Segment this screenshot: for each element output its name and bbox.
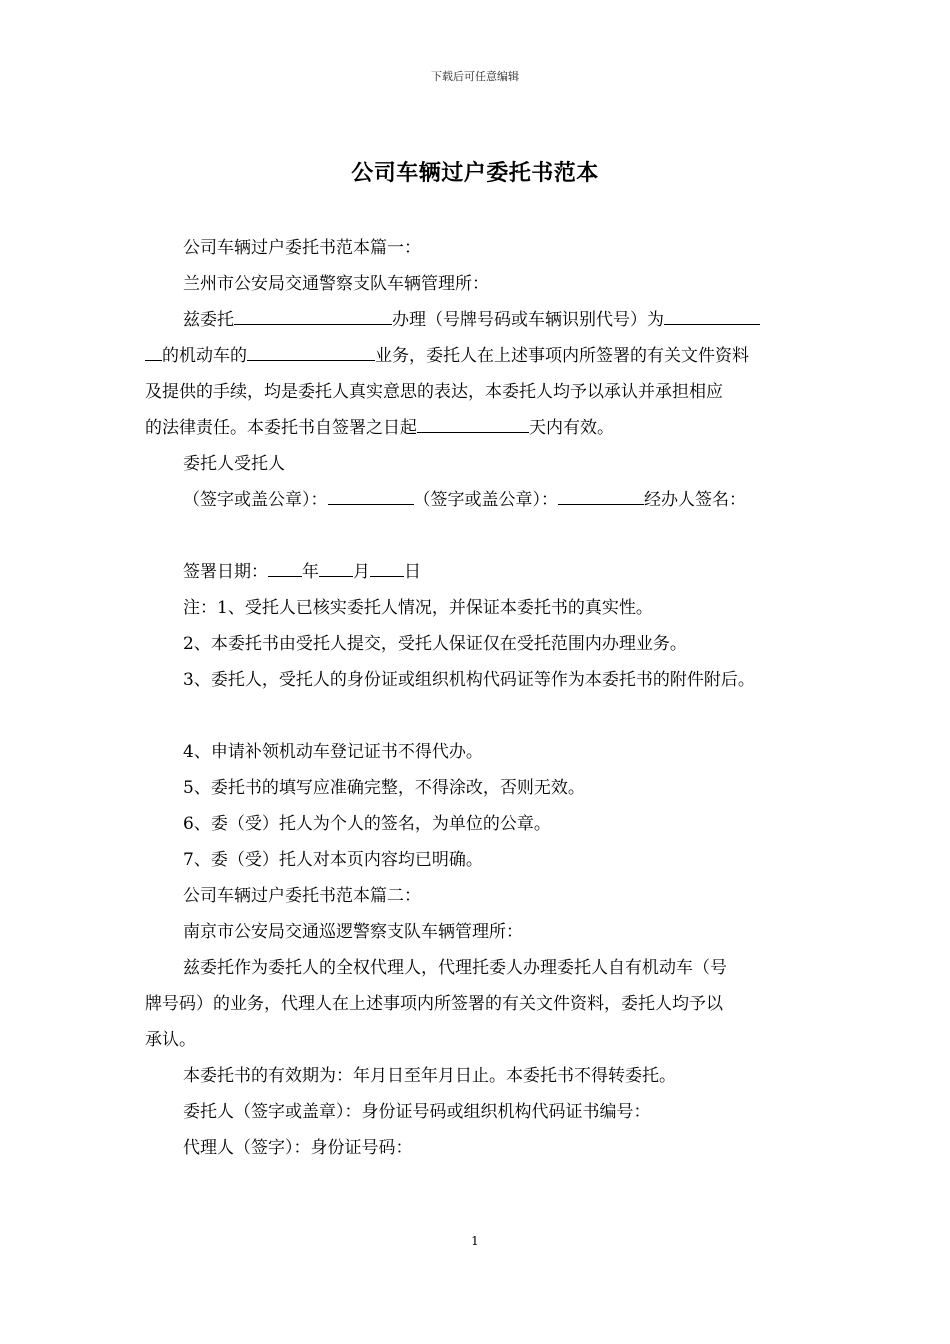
text-segment: 兹委托 [183,310,234,330]
blank-line-signature-1 [328,486,414,505]
page-number: 1 [471,1234,479,1248]
blank-line-signature-2 [558,486,644,505]
text-segment: （签字或盖公章）： [183,490,328,510]
paragraph-entrust-cont: 及提供的手续，均是委托人真实意思的表达，本委托人均予以承认并承担相应 [145,382,723,402]
text-segment: 的法律责任。本委托书自签署之日起 [145,418,417,438]
note-7: 7、委（受）托人对本页内容均已明确。 [183,850,483,870]
paragraph-entrust-cont [145,338,817,374]
text-segment: 经办人签名： [644,490,746,510]
note-4: 4、申请补领机动车登记证书不得代办。 [183,742,483,762]
blank-line-days [417,414,529,433]
blank-line-business [247,342,375,361]
spacer [145,518,817,554]
header-note: 下载后可任意编辑 [431,70,519,83]
signers-label: 委托人受托人 [183,454,285,474]
blank-line-year [268,558,302,577]
validity-line: 本委托书的有效期为：年月日至年月日止。本委托书不得转委托。 [183,1066,676,1086]
date-line [145,554,817,590]
text-segment: （签字或盖公章）： [413,490,558,510]
signature-line [145,482,817,518]
paragraph-entrust-cont [145,410,817,446]
text-segment: 月 [353,562,370,582]
principal-signature-line: 委托人（签字或盖章）：身份证号码或组织机构代码证书编号： [183,1102,651,1122]
paragraph-authorization: 兹委托作为委托人的全权代理人，代理托委人办理委托人自有机动车（号 [183,958,727,978]
agent-signature-line: 代理人（签字）：身份证号码： [183,1138,413,1158]
note-2: 2、本委托书由受托人提交，受托人保证仅在受托范围内办理业务。 [183,634,687,654]
text-segment: 天内有效。 [529,418,614,438]
blank-line-plate-cont [145,342,162,361]
note-1: 注：1、受托人已核实委托人情况，并保证本委托书的真实性。 [183,598,653,618]
note-6: 6、委（受）托人为个人的签名，为单位的公章。 [183,814,551,834]
note-3: 3、委托人，受托人的身份证或组织机构代码证等作为本委托书的附件附后。 [183,670,755,690]
blank-line-plate [664,306,760,325]
paragraph-authorization-cont: 承认。 [145,1030,196,1050]
text-segment: 年 [302,562,319,582]
note-5: 5、委托书的填写应准确完整，不得涂改，否则无效。 [183,778,585,798]
section-heading-2: 公司车辆过户委托书范本篇二： [183,886,421,906]
paragraph-entrust [145,302,817,338]
blank-line-month [319,558,353,577]
document-title: 公司车辆过户委托书范本 [351,160,599,186]
addressee-2: 南京市公安局交通巡逻警察支队车辆管理所： [183,922,523,942]
spacer [145,698,817,734]
blank-line-agent [234,306,392,325]
document-body [145,230,817,1166]
text-segment: 办理（号牌号码或车辆识别代号）为 [392,310,664,330]
text-segment: 签署日期： [183,562,268,582]
text-segment: 业务，委托人在上述事项内所签署的有关文件资料 [375,346,749,366]
addressee-1: 兰州市公安局交通警察支队车辆管理所： [183,274,489,294]
text-segment: 的机动车的 [162,346,247,366]
blank-line-day [370,558,404,577]
section-heading-1: 公司车辆过户委托书范本篇一： [183,238,421,258]
text-segment: 日 [404,562,421,582]
paragraph-authorization-cont: 牌号码）的业务，代理人在上述事项内所签署的有关文件资料，委托人均予以 [145,994,723,1014]
